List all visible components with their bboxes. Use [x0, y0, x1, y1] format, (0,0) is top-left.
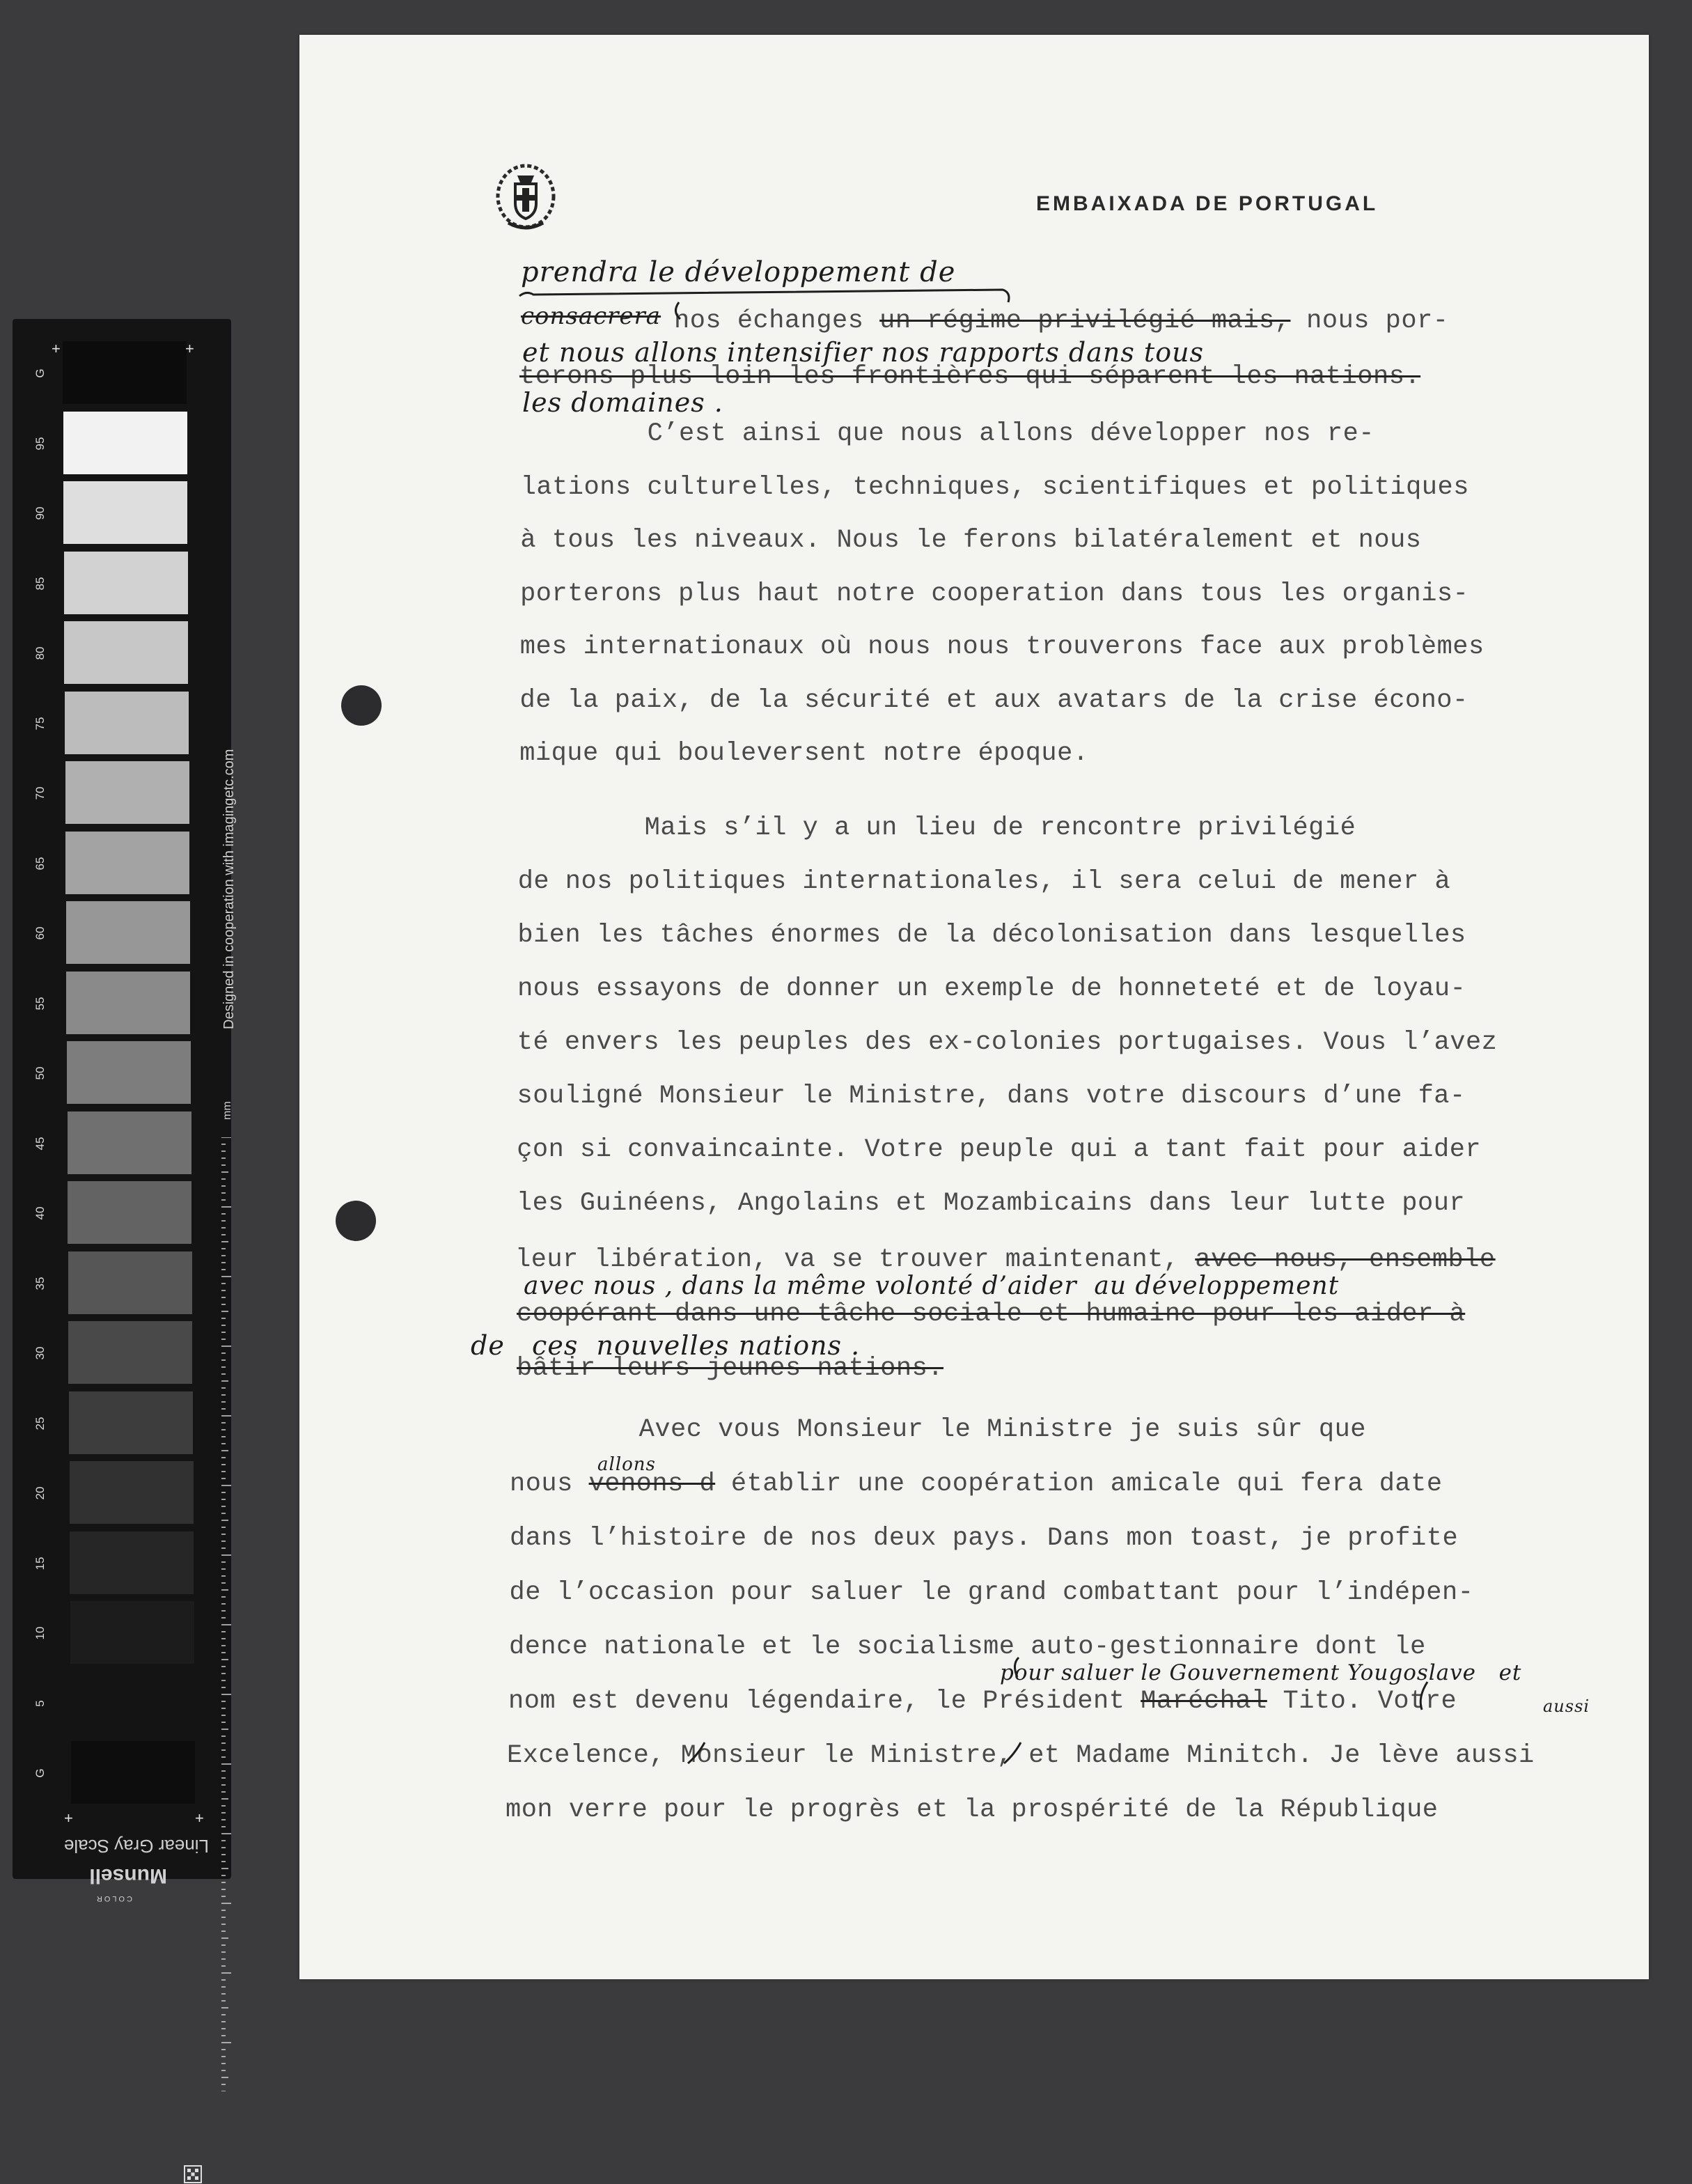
gray-patch [67, 1041, 191, 1104]
plus-mark: + [64, 1809, 73, 1827]
typed-line: de nos politiques internationales, il sera celui de mener à [517, 867, 1451, 896]
scale-number: 55 [33, 997, 47, 1010]
typed-segment: établir une coopération amicale qui fera date [715, 1469, 1443, 1499]
typed-line: Excelence, Monsieur le Ministre, et Madame Minitch. Je lève aussi [507, 1741, 1535, 1770]
handwritten-insert: de ces nouvelles nations . [471, 1330, 861, 1361]
crossed-out-line: coopérant dans une tâche sociale et humaine pour les aider à [517, 1300, 1466, 1329]
gray-patch [63, 481, 187, 544]
gray-patch [70, 1671, 194, 1734]
scale-number: 40 [33, 1206, 47, 1220]
crossed-out-line: bâtir leurs jeunes nations. [517, 1354, 943, 1383]
gray-patch [64, 552, 188, 614]
scale-number: 60 [33, 926, 47, 940]
typed-line: de la paix, de la sécurité et aux avatars de la crise écono- [519, 685, 1468, 715]
scale-number: G [33, 368, 47, 378]
linear-gray-scale-label: Linear Gray Scale [63, 1836, 209, 1857]
typed-line [515, 1245, 1496, 1274]
typed-line: mes internationaux où nous nous trouverons face aux problèmes [519, 632, 1485, 662]
typed-segment: nous por- [1290, 306, 1449, 336]
gray-patch [68, 1251, 192, 1314]
typed-segment: Tito. Votre [1267, 1687, 1457, 1716]
munsell-brand-sub: COLOR [94, 1894, 132, 1903]
handwritten-insert: avec nous , dans la même volonté d’aider au développement [524, 1272, 1340, 1300]
gray-patch [70, 1531, 194, 1594]
gray-patch [66, 901, 190, 964]
munsell-brand: Munsell [89, 1864, 167, 1887]
scale-number: 45 [33, 1137, 47, 1150]
scale-number: 95 [33, 437, 47, 450]
plus-mark: + [195, 1809, 204, 1827]
typed-line: dans l’histoire de nos deux pays. Dans mon toast, je profite [510, 1524, 1459, 1553]
typed-line: mique qui bouleversent notre époque. [519, 739, 1089, 768]
typed-line: souligné Monsieur le Ministre, dans votre discours d’une fa- [517, 1082, 1466, 1111]
typed-segment: nous [510, 1469, 589, 1499]
gray-patch [65, 761, 189, 824]
handwritten-insert: prendra le développement de [521, 256, 956, 288]
scale-number: 15 [33, 1557, 47, 1570]
card-credit-text: Designed in cooperation with imagingetc.com [221, 749, 237, 1029]
typed-line: lations culturelles, techniques, scientifiques et politiques [520, 472, 1469, 502]
scale-number: 25 [33, 1417, 47, 1430]
crossed-out-text: avec nous, ensemble [1195, 1245, 1496, 1274]
typed-segment: leur libération, va se trouver maintenant, [515, 1245, 1196, 1274]
gray-scale-card [13, 319, 237, 1903]
gray-patch [64, 621, 188, 684]
scale-number: 50 [33, 1066, 47, 1080]
handwritten-insert: les domaines . [522, 387, 723, 418]
handwritten-crossed: consacrera [521, 302, 661, 330]
letter-page [299, 35, 1649, 1979]
typed-segment: nos échanges [674, 306, 880, 336]
typed-line: té envers les peuples des ex-colonies portugaises. Vous l’avez [517, 1028, 1498, 1057]
handwritten-insert: et nous allons intensifier nos rapports dans tous [522, 337, 1205, 368]
plus-mark: + [52, 340, 61, 357]
scale-number: 35 [33, 1277, 47, 1290]
crossed-out-line: terons plus loin les frontières qui séparent les nations. [519, 362, 1421, 391]
scale-number: 75 [33, 717, 47, 730]
typed-line: de l’occasion pour saluer le grand combattant pour l’indépen- [509, 1578, 1474, 1607]
typed-segment: nom est devenu légendaire, le Président [508, 1687, 1141, 1716]
scale-number: 70 [33, 786, 47, 800]
scale-number: 80 [33, 646, 47, 660]
plus-mark: + [185, 340, 194, 357]
scale-number: 65 [33, 857, 47, 870]
gray-patch [63, 341, 187, 404]
punch-hole [336, 1201, 376, 1241]
typed-line: dence nationale et le socialisme auto-gestionnaire dont le [509, 1632, 1426, 1662]
scale-number: 85 [33, 577, 47, 590]
typed-line: C’est ainsi que nous allons développer nos re- [521, 419, 1374, 448]
scale-number: 20 [33, 1486, 47, 1500]
crossed-out-text: venons d [588, 1469, 716, 1499]
letterhead: EMBAIXADA DE PORTUGAL [1036, 192, 1379, 215]
coat-of-arms-icon [494, 160, 557, 237]
gray-patch [71, 1741, 195, 1804]
scale-number: 90 [33, 506, 47, 520]
scale-number: 30 [33, 1346, 47, 1360]
mm-label: mm [221, 1101, 233, 1120]
gray-patch [70, 1461, 194, 1524]
gray-patch [63, 412, 187, 474]
gray-patch [65, 692, 189, 754]
typed-line: Avec vous Monsieur le Ministre je suis sûr que [512, 1415, 1366, 1444]
typed-line: à tous les niveaux. Nous le ferons bilatéralement et nous [520, 526, 1422, 555]
gray-patch [68, 1112, 191, 1174]
gray-patch [68, 1321, 192, 1384]
gray-patch [65, 832, 189, 894]
gray-patch [68, 1181, 191, 1244]
gray-patch [69, 1391, 193, 1454]
scale-number: 5 [33, 1699, 47, 1707]
typed-line: bien les tâches énormes de la décolonisation dans lesquelles [517, 921, 1466, 950]
typed-line: mon verre pour le progrès et la prospérité de la République [506, 1795, 1439, 1825]
gray-patch [66, 972, 190, 1034]
typed-line: porterons plus haut notre cooperation dans tous les organis- [520, 579, 1469, 609]
handwritten-insert: pour saluer le Gouvernement Yougoslave et [1000, 1660, 1522, 1685]
handwritten-insert: aussi [1543, 1696, 1590, 1716]
crossed-out-text: un régime privilégié mais, [879, 306, 1291, 336]
typed-line: nous essayons de donner un exemple de honneteté et de loyau- [517, 974, 1466, 1004]
typed-line: Mais s’il y a un lieu de rencontre privilégié [518, 813, 1356, 843]
crossed-out-text: Maréchal [1141, 1687, 1267, 1716]
scale-number: G [33, 1768, 47, 1778]
mm-ruler [221, 1137, 231, 2091]
handwritten-insert: allons [597, 1454, 656, 1475]
punch-hole [341, 685, 382, 726]
typed-line: çon si convaincainte. Votre peuple qui a tant fait pour aider [517, 1135, 1482, 1164]
scale-number: 10 [33, 1626, 47, 1640]
typed-line [508, 1687, 1457, 1716]
typed-line: les Guinéens, Angolains et Mozambicains dans leur lutte pour [516, 1189, 1466, 1218]
gray-patch [70, 1601, 194, 1664]
munsell-logo-icon [183, 2164, 203, 2184]
